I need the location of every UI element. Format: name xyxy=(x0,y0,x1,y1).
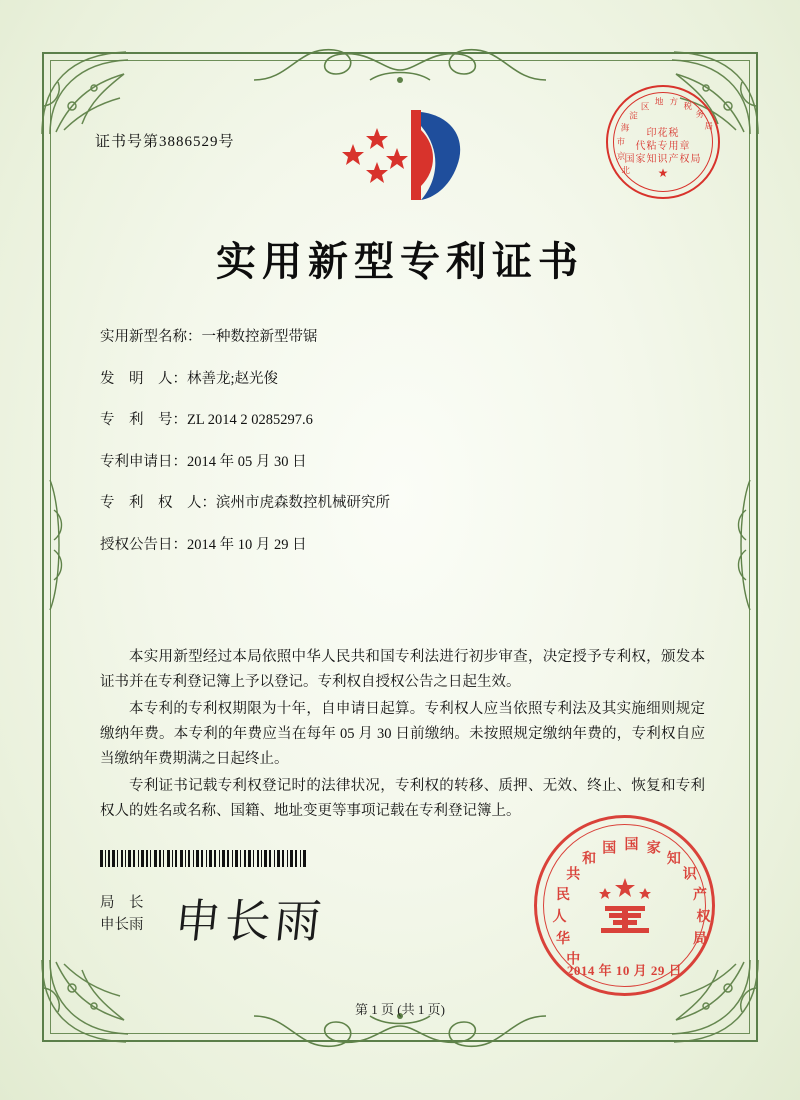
field-row-inventor xyxy=(100,372,710,387)
field-value: 滨州市虎森数控机械研究所 xyxy=(216,495,390,511)
side-ornament-left xyxy=(40,470,74,620)
barcode-icon xyxy=(100,850,310,867)
field-row-grant-date xyxy=(100,538,710,553)
field-row-patent-number xyxy=(100,413,710,428)
field-row-name xyxy=(100,330,710,345)
seal-date: 2014 年 10 月 29 日 xyxy=(566,963,683,978)
field-value: 一种数控新型带锯 xyxy=(201,329,318,345)
seal-arc-text: 中 华 人 民 共 和 国 国 家 知 识 产 权 局 xyxy=(552,837,711,967)
field-value: 2014 年 10 月 29 日 xyxy=(187,536,307,553)
director-name: 申长雨 xyxy=(100,917,144,933)
field-row-patentee xyxy=(100,496,710,511)
legal-paragraph: 本实用新型经过本局依照中华人民共和国专利法进行初步审查，决定授予专利权，颁发本证书并在专利登记簿上予以登记。专利权自授权公告之日起生效。 xyxy=(100,649,705,690)
page-footer: 第 1 页 (共 1 页) xyxy=(355,1002,445,1017)
field-label: 专 利 号： xyxy=(100,412,187,428)
seal-star-icon: ★ xyxy=(657,166,669,180)
field-label: 发 明 人： xyxy=(100,370,187,387)
field-row-application-date xyxy=(100,455,710,470)
field-value: ZL 2014 2 0285297.6 xyxy=(187,412,313,428)
side-ornament-right xyxy=(726,470,760,620)
field-label: 实用新型名称： xyxy=(100,329,202,345)
page-title: 实用新型专利证书 xyxy=(216,238,584,285)
legal-text-block xyxy=(100,645,705,826)
field-list xyxy=(100,330,710,579)
seal-arc-text: 北 京 市 海 淀 区 地 方 税 务 局 xyxy=(616,96,714,176)
seal-center-text: 印花税 代粘专用章 国家知识产权局 xyxy=(624,128,702,165)
director-label: 局 长 xyxy=(100,895,144,911)
handwritten-signature: 申长雨 xyxy=(171,894,328,948)
cnipa-logo-icon xyxy=(325,100,475,210)
field-value: 2014 年 05 月 30 日 xyxy=(187,453,307,470)
national-office-seal xyxy=(534,815,715,996)
certificate-content xyxy=(70,80,730,1020)
legal-paragraph: 本专利的专利权期限为十年，自申请日起算。专利权人应当依照专利法及其实施细则规定缴纳年费。本专利的年费应当在每年 05 月 30 日前缴纳。未按照规定缴纳年费的，专利权自应当缴纳年费期满之日起终止。 xyxy=(100,701,705,767)
field-value: 林善龙;赵光俊 xyxy=(187,370,279,387)
certificate-number: 证书号第3886529号 xyxy=(95,134,235,150)
field-label: 专 利 权 人： xyxy=(100,495,216,511)
top-right-stamp-seal xyxy=(606,85,720,199)
field-label: 专利申请日： xyxy=(100,453,187,470)
director-block xyxy=(100,892,144,936)
field-label: 授权公告日： xyxy=(100,536,187,553)
legal-paragraph: 专利证书记载专利权登记时的法律状况，专利权的转移、质押、无效、终止、恢复和专利权人的姓名或名称、国籍、地址变更等事项记载在专利登记簿上。 xyxy=(100,778,705,819)
national-emblem-icon xyxy=(589,876,661,942)
